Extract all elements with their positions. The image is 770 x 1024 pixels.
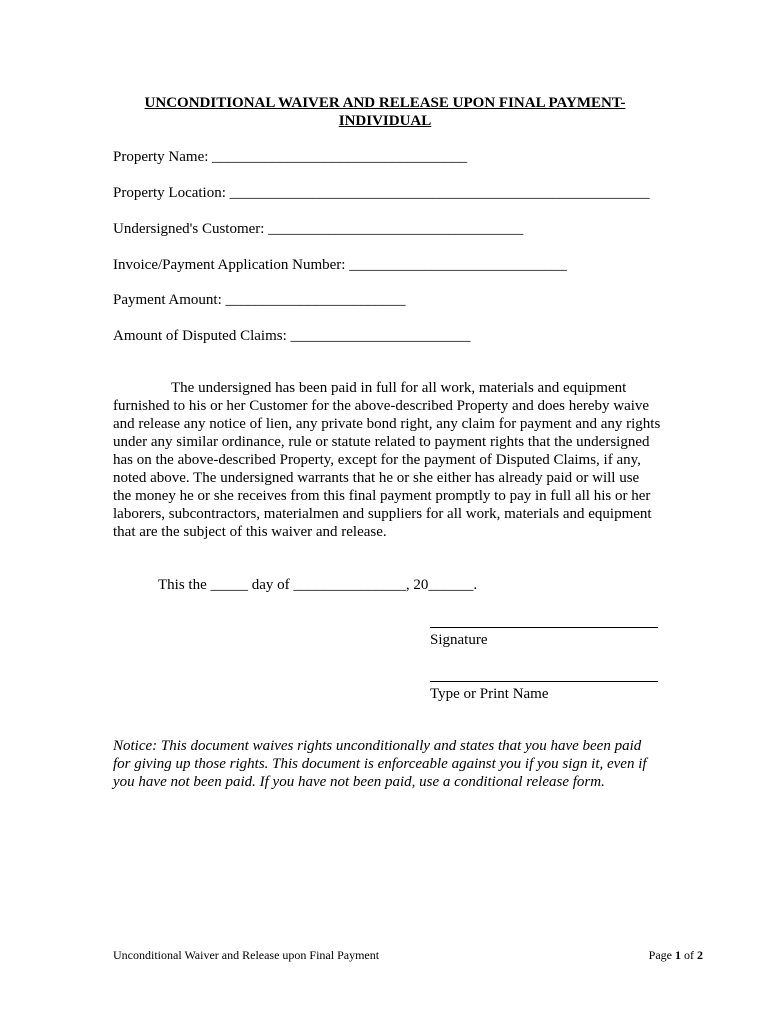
title-line-1: UNCONDITIONAL WAIVER AND RELEASE UPON FINAL PAYMENT- <box>144 95 626 111</box>
invoice-number-label: Invoice/Payment Application Number: <box>113 257 346 273</box>
print-name-line[interactable] <box>430 681 658 682</box>
payment-amount-label: Payment Amount: <box>113 292 222 308</box>
page-of: of <box>684 948 694 962</box>
document-title <box>113 94 657 130</box>
payment-amount-field <box>113 291 406 309</box>
customer-field <box>113 220 523 238</box>
notice-text: Notice: This document waives rights unconditionally and states that you have been paid for giving up those rights. This document is enforceable against you if you sign it, even if you have not been paid. If you have not been paid, use a conditional release form. <box>113 738 647 790</box>
property-location-label: Property Location: <box>113 185 226 201</box>
property-name-field <box>113 148 467 166</box>
customer-blank[interactable]: __________________________________ <box>268 221 524 237</box>
invoice-number-field <box>113 256 567 274</box>
page-total: 2 <box>697 948 703 962</box>
waiver-body-paragraph: The undersigned has been paid in full for all work, materials and equipment furnished to his or her Customer for the above-described Property and does hereby waive and release any notice of lien, any private bond right, any claim for payment and any rights under any similar ordinance, rule or statute related to payment rights that the undersigned has on the above-described Property, except for the payment of Disputed Claims, if any, noted above. The undersigned warrants that he or she either has already paid or will use the money he or she receives from this final payment promptly to pay in full all his or her laborers, subcontractors, materialmen and suppliers for all work, materials and equipment that are the subject of this waiver and release. <box>113 380 661 540</box>
date-line[interactable]: This the _____ day of _______________, 20______. <box>158 577 478 593</box>
property-location-blank[interactable]: ________________________________________________________ <box>229 185 650 201</box>
page-prefix: Page <box>648 948 672 962</box>
disputed-claims-blank[interactable]: ________________________ <box>290 328 471 344</box>
page-current: 1 <box>675 948 681 962</box>
disputed-claims-field <box>113 327 471 345</box>
disputed-claims-label: Amount of Disputed Claims: <box>113 328 287 344</box>
footer-page-number <box>649 948 703 962</box>
title-line-2: INDIVIDUAL <box>338 113 432 129</box>
property-name-blank[interactable]: __________________________________ <box>212 149 468 165</box>
print-name-label: Type or Print Name <box>430 686 549 702</box>
signature-label: Signature <box>430 632 488 648</box>
property-name-label: Property Name: <box>113 149 209 165</box>
signature-line[interactable] <box>430 627 658 628</box>
payment-amount-blank[interactable]: ________________________ <box>225 292 406 308</box>
property-location-field <box>113 184 650 202</box>
footer-document-name: Unconditional Waiver and Release upon Final Payment <box>113 948 380 962</box>
customer-label: Undersigned's Customer: <box>113 221 265 237</box>
invoice-number-blank[interactable]: _____________________________ <box>349 257 567 273</box>
